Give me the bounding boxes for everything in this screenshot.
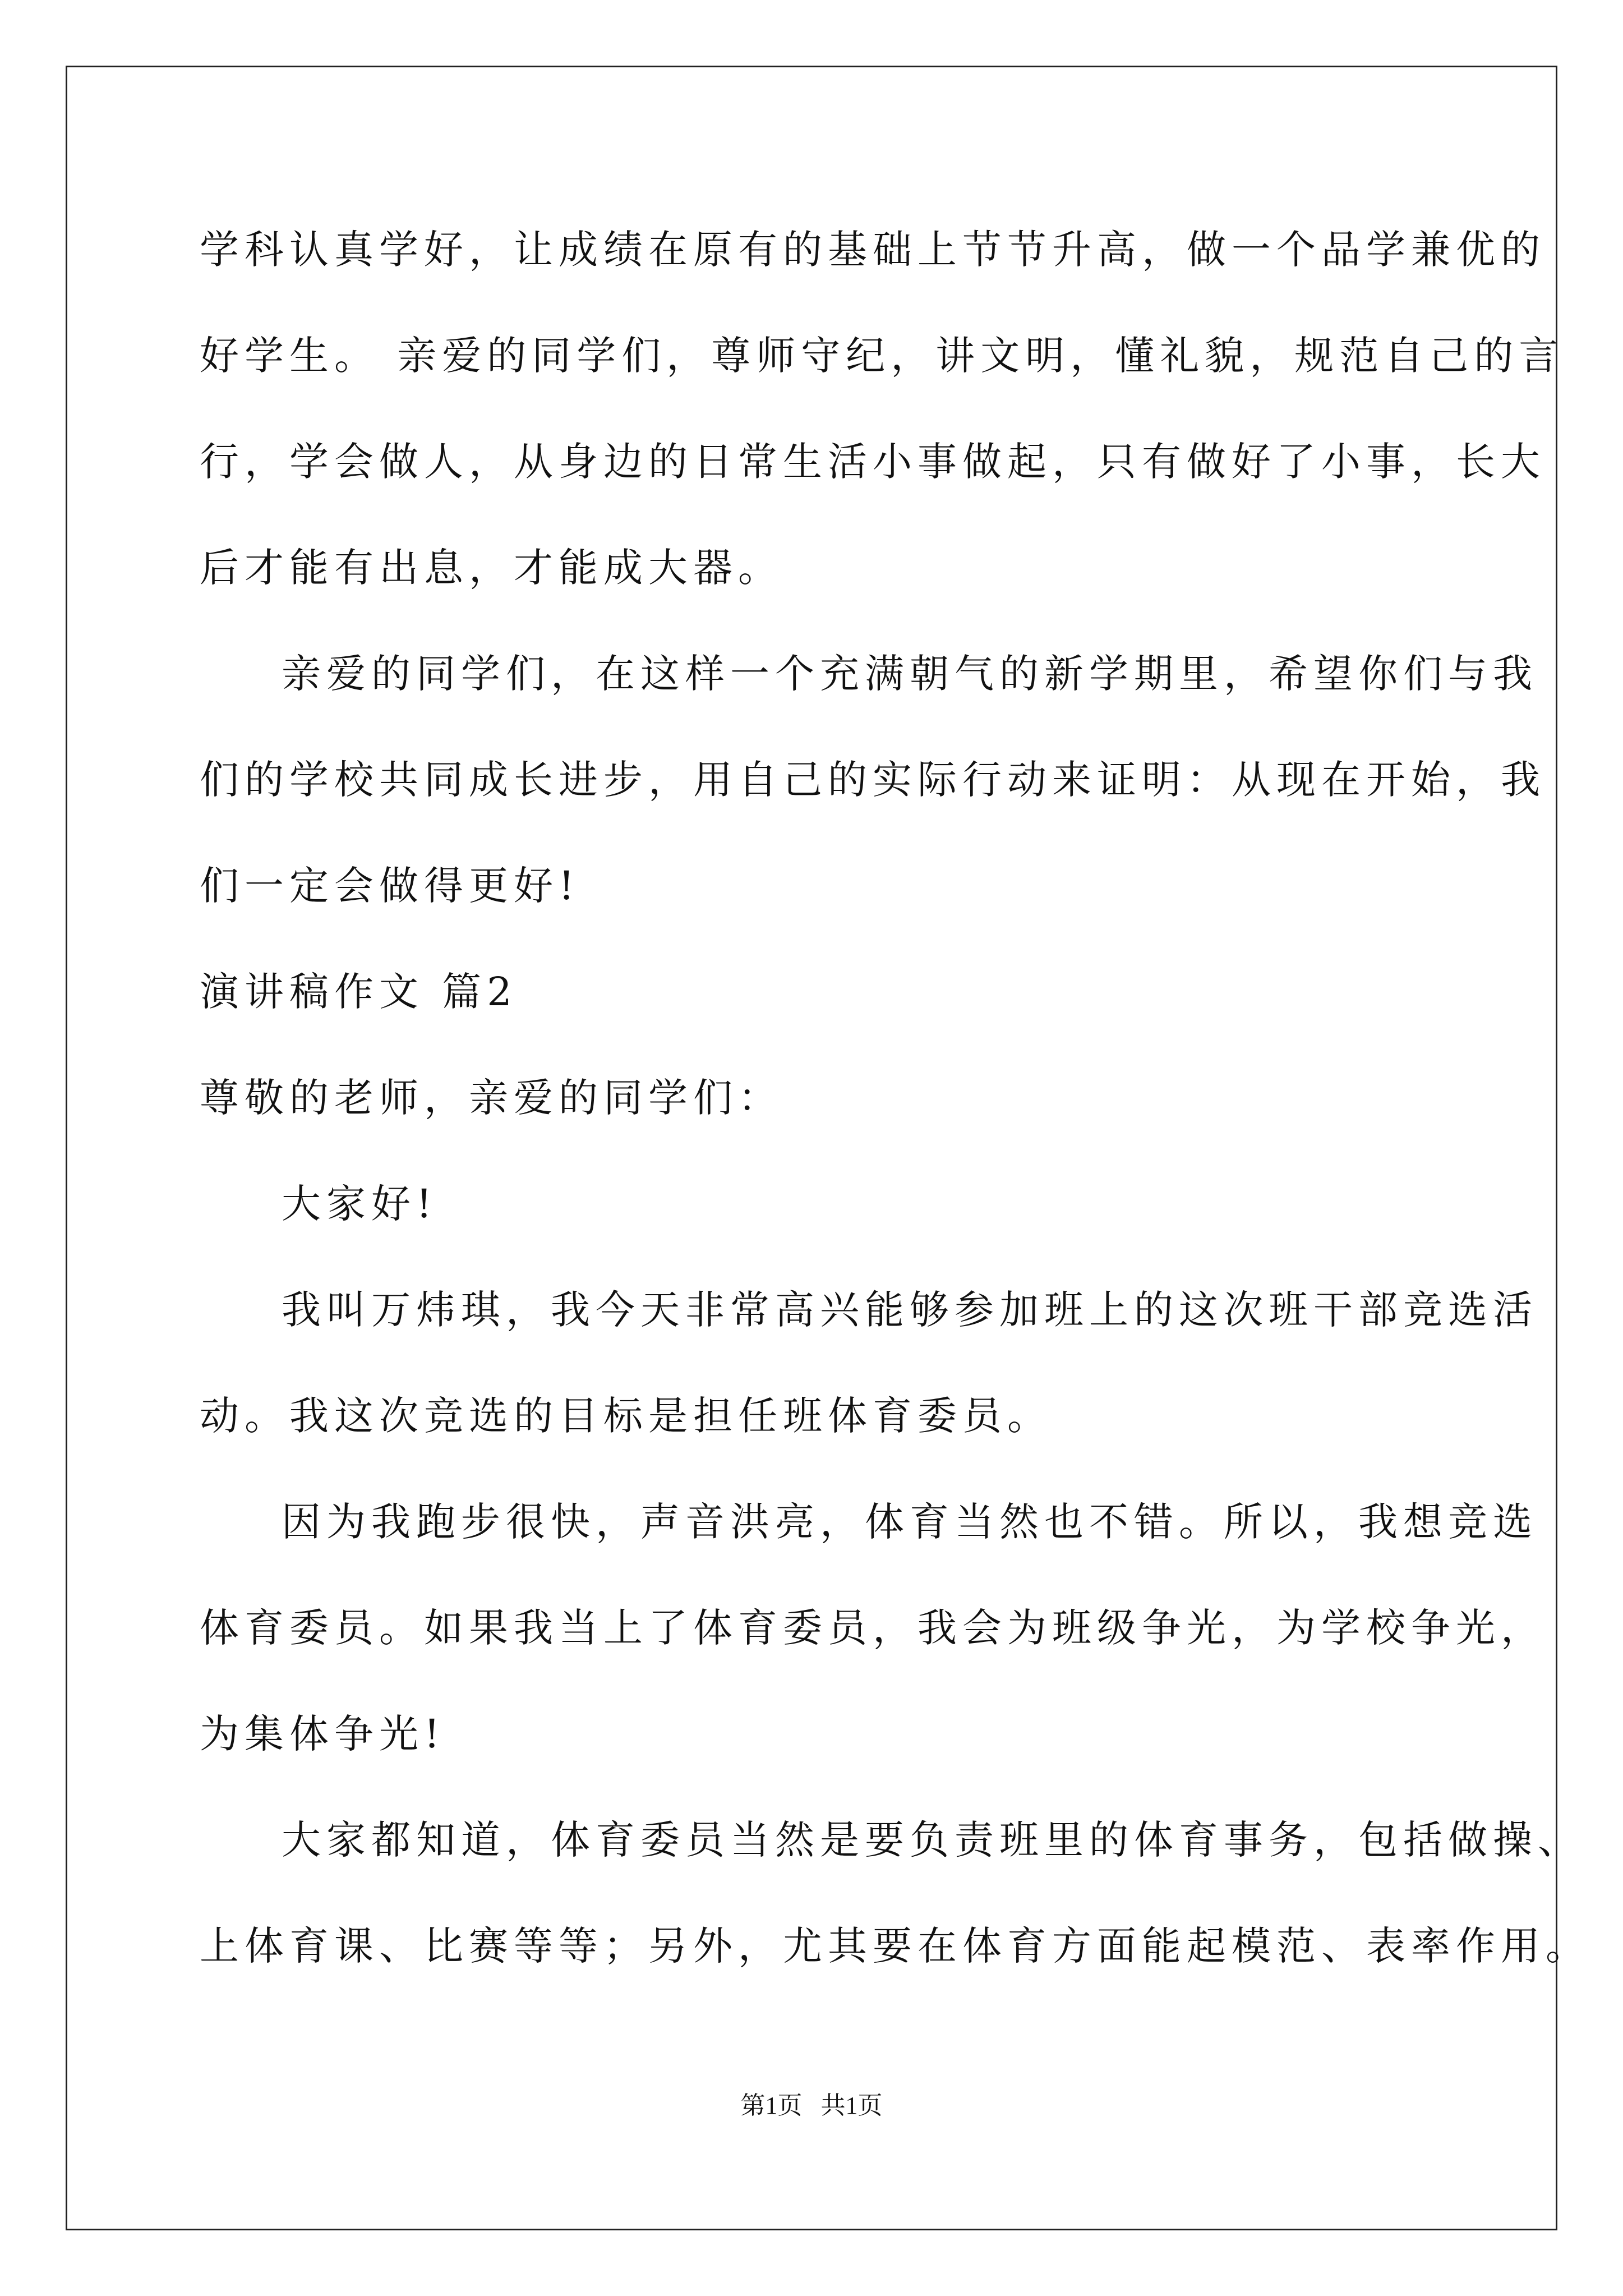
text-line-4: 后才能有出息，才能成大器。 xyxy=(200,545,783,591)
text-line-6: 们的学校共同成长进步，用自己的实际行动来证明：从现在开始，我 xyxy=(200,757,1546,803)
greeting: 大家好! xyxy=(282,1181,438,1227)
section-heading: 演讲稿作文 篇2 xyxy=(200,969,518,1015)
text-line-7: 们一定会做得更好! xyxy=(200,863,580,909)
text-line-13: 因为我跑步很快，声音洪亮，体育当然也不错。所以，我想竞选 xyxy=(282,1499,1538,1545)
text-line-17: 上体育课、比赛等等；另外，尤其要在体育方面能起模范、表率作用。 xyxy=(200,1923,1590,1969)
text-line-3: 行，学会做人，从身边的日常生活小事做起，只有做好了小事，长大 xyxy=(200,439,1546,485)
text-line-15: 为集体争光! xyxy=(200,1711,446,1757)
text-line-11: 我叫万炜琪，我今天非常高兴能够参加班上的这次班干部竞选活 xyxy=(282,1287,1538,1333)
text-line-12: 动。我这次竞选的目标是担任班体育委员。 xyxy=(200,1393,1052,1439)
text-line-5: 亲爱的同学们，在这样一个充满朝气的新学期里，希望你们与我 xyxy=(282,651,1538,697)
text-line-2: 好学生。 亲爱的同学们，尊师守纪，讲文明，懂礼貌，规范自己的言 xyxy=(200,333,1564,379)
text-line-14: 体育委员。如果我当上了体育委员，我会为班级争光，为学校争光， xyxy=(200,1605,1546,1651)
page-number-footer: 第1页 共1页 xyxy=(740,2092,883,2119)
text-line-1: 学科认真学好，让成绩在原有的基础上节节升高，做一个品学兼优的 xyxy=(200,227,1546,273)
salutation: 尊敬的老师，亲爱的同学们： xyxy=(200,1075,783,1121)
text-line-16: 大家都知道，体育委员当然是要负责班里的体育事务，包括做操、 xyxy=(282,1817,1583,1863)
page-frame xyxy=(66,66,1557,2230)
